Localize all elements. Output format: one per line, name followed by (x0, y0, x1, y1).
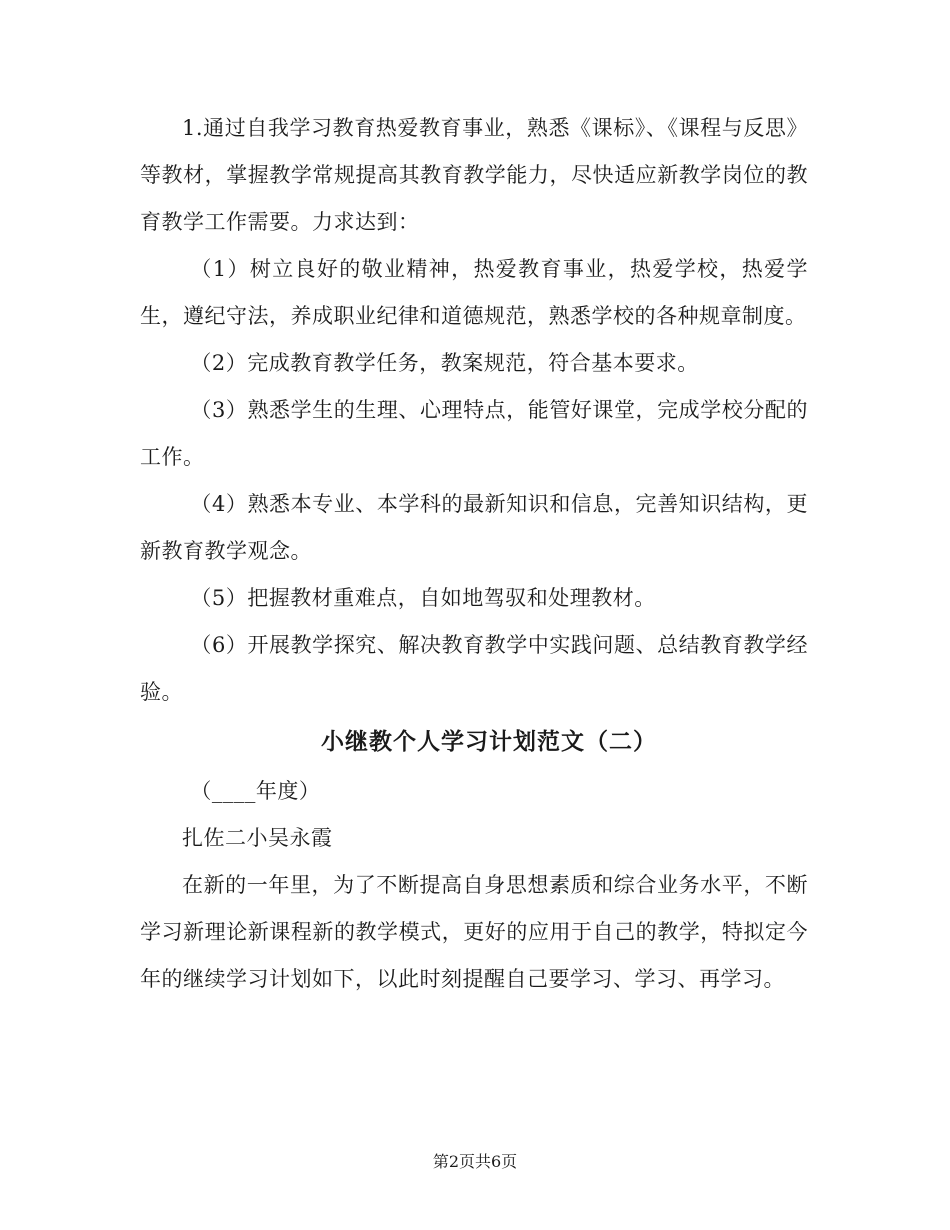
year-line: （____年度） (190, 779, 321, 803)
paragraph-item-4: （4）熟悉本专业、本学科的最新知识和信息，完善知识结构，更新教育教学观念。 (140, 492, 808, 563)
paragraph-item-2: （2）完成教育教学任务，教案规范，符合基本要求。 (190, 351, 699, 375)
page-number-footer: 第2页共6页 (432, 1152, 518, 1171)
paragraph-item-6: （6）开展教学探究、解决教育教学中实践问题、总结教育教学经验。 (140, 633, 808, 704)
document-body (140, 105, 808, 1003)
paragraph-item-5: （5）把握教材重难点，自如地驾驭和处理教材。 (190, 586, 656, 610)
section-title: 小继教个人学习计划范文（二） (321, 728, 657, 755)
paragraph-item-3: （3）熟悉学生的生理、心理特点，能管好课堂，完成学校分配的工作。 (140, 398, 808, 469)
paragraph-item-1: （1）树立良好的敬业精神，热爱教育事业，热爱学校，热爱学生，遵纪守法，养成职业纪律和道德规范，熟悉学校的各种规章制度。 (140, 257, 808, 328)
intro-paragraph: 在新的一年里，为了不断提高自身思想素质和综合业务水平，不断学习新理论新课程新的教学模式，更好的应用于自己的教学，特拟定今年的继续学习计划如下，以此时刻提醒自己要学习、学习、再学习。 (140, 873, 808, 991)
paragraph-goal-1: 1.通过自我学习教育热爱教育事业，熟悉《课标》、《课程与反思》等教材，掌握教学常规提高其教育教学能力，尽快适应新教学岗位的教育教学工作需要。力求达到： (140, 116, 808, 234)
author-line: 扎佐二小吴永霞 (182, 826, 333, 850)
